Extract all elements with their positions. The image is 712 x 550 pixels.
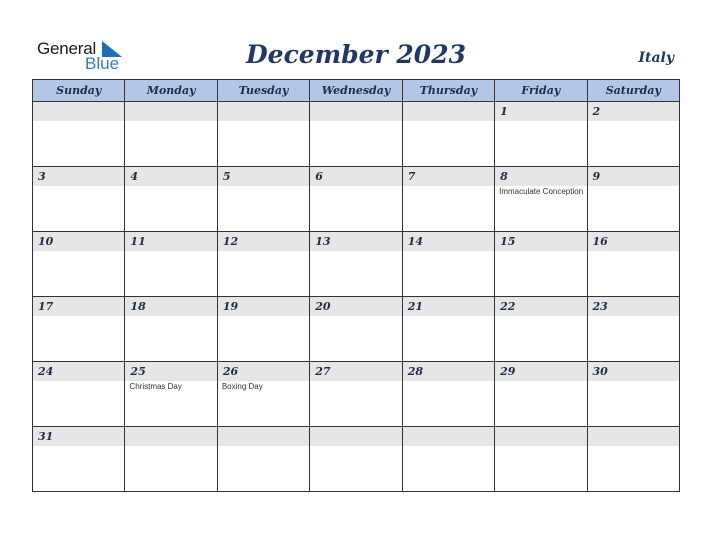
day-cell bbox=[587, 102, 679, 167]
holiday-label bbox=[588, 381, 679, 382]
day-cell bbox=[495, 167, 587, 232]
weekday-header-wednesday: Wednesday bbox=[310, 80, 402, 102]
day-number: 2 bbox=[588, 102, 679, 121]
holiday-label bbox=[588, 186, 679, 187]
day-number: 22 bbox=[495, 297, 586, 316]
day-cell bbox=[495, 362, 587, 427]
day-number: 15 bbox=[495, 232, 586, 251]
holiday-label bbox=[403, 186, 494, 187]
day-cell bbox=[587, 427, 679, 492]
holiday-label bbox=[33, 381, 124, 382]
week-row bbox=[33, 427, 680, 492]
day-cell bbox=[402, 362, 494, 427]
day-cell bbox=[310, 167, 402, 232]
day-number: 26 bbox=[218, 362, 309, 381]
day-number: 14 bbox=[403, 232, 494, 251]
day-number: 13 bbox=[310, 232, 401, 251]
week-row bbox=[33, 232, 680, 297]
day-cell bbox=[33, 167, 125, 232]
day-cell bbox=[587, 362, 679, 427]
weekday-header-friday: Friday bbox=[495, 80, 587, 102]
day-number: 10 bbox=[33, 232, 124, 251]
day-number: 27 bbox=[310, 362, 401, 381]
day-cell bbox=[125, 167, 217, 232]
day-cell bbox=[33, 427, 125, 492]
day-cell bbox=[310, 297, 402, 362]
day-number: 19 bbox=[218, 297, 309, 316]
day-number: 6 bbox=[310, 167, 401, 186]
day-cell bbox=[402, 232, 494, 297]
holiday-label bbox=[403, 251, 494, 252]
holiday-label: Immaculate Conception bbox=[499, 187, 584, 196]
day-number: 12 bbox=[218, 232, 309, 251]
day-cell bbox=[402, 297, 494, 362]
week-row bbox=[33, 167, 680, 232]
holiday-label bbox=[125, 316, 216, 317]
day-cell bbox=[495, 102, 587, 167]
holiday-label bbox=[310, 186, 401, 187]
day-cell bbox=[217, 427, 309, 492]
day-cell bbox=[310, 362, 402, 427]
holiday-label bbox=[403, 446, 494, 447]
holiday-label bbox=[218, 186, 309, 187]
day-cell bbox=[402, 427, 494, 492]
logo-text-blue: Blue bbox=[85, 54, 120, 73]
day-cell bbox=[125, 427, 217, 492]
holiday-label bbox=[588, 316, 679, 317]
day-cell bbox=[125, 362, 217, 427]
day-number bbox=[125, 102, 216, 121]
day-cell bbox=[495, 297, 587, 362]
day-cell bbox=[310, 427, 402, 492]
holiday-label bbox=[588, 251, 679, 252]
day-number: 8 bbox=[495, 167, 586, 186]
day-number: 29 bbox=[495, 362, 586, 381]
day-cell bbox=[495, 427, 587, 492]
day-number: 17 bbox=[33, 297, 124, 316]
day-number: 30 bbox=[588, 362, 679, 381]
day-number: 18 bbox=[125, 297, 216, 316]
day-cell bbox=[587, 297, 679, 362]
holiday-label bbox=[403, 121, 494, 122]
day-number: 28 bbox=[403, 362, 494, 381]
day-cell bbox=[217, 167, 309, 232]
week-row bbox=[33, 297, 680, 362]
weekday-header-saturday: Saturday bbox=[587, 80, 679, 102]
day-cell bbox=[217, 362, 309, 427]
day-number: 9 bbox=[588, 167, 679, 186]
holiday-label bbox=[310, 381, 401, 382]
day-cell bbox=[587, 167, 679, 232]
day-cell bbox=[125, 232, 217, 297]
day-number bbox=[310, 102, 401, 121]
day-number: 3 bbox=[33, 167, 124, 186]
holiday-label bbox=[125, 251, 216, 252]
holiday-label: Boxing Day bbox=[221, 382, 263, 391]
weekday-header-tuesday: Tuesday bbox=[217, 80, 309, 102]
weekday-header-sunday: Sunday bbox=[33, 80, 125, 102]
day-number: 24 bbox=[33, 362, 124, 381]
holiday-label bbox=[495, 316, 586, 317]
day-cell bbox=[495, 232, 587, 297]
day-cell bbox=[402, 102, 494, 167]
week-row bbox=[33, 362, 680, 427]
weekday-header-row bbox=[33, 80, 680, 102]
day-number bbox=[218, 427, 309, 446]
day-cell bbox=[33, 297, 125, 362]
day-cell bbox=[33, 102, 125, 167]
holiday-label bbox=[125, 446, 216, 447]
day-number bbox=[495, 427, 586, 446]
day-cell bbox=[217, 232, 309, 297]
holiday-label bbox=[33, 251, 124, 252]
day-number: 5 bbox=[218, 167, 309, 186]
holiday-label bbox=[310, 446, 401, 447]
day-cell bbox=[587, 232, 679, 297]
holiday-label bbox=[403, 316, 494, 317]
week-row bbox=[33, 102, 680, 167]
holiday-label bbox=[218, 316, 309, 317]
holiday-label bbox=[310, 316, 401, 317]
holiday-label bbox=[588, 121, 679, 122]
holiday-label: Christmas Day bbox=[129, 382, 182, 391]
day-number: 4 bbox=[125, 167, 216, 186]
day-number bbox=[310, 427, 401, 446]
logo-text-general: General bbox=[37, 39, 97, 58]
holiday-label bbox=[495, 251, 586, 252]
day-number bbox=[125, 427, 216, 446]
day-number: 11 bbox=[125, 232, 216, 251]
holiday-label bbox=[310, 121, 401, 122]
day-number: 21 bbox=[403, 297, 494, 316]
day-number bbox=[403, 427, 494, 446]
day-cell bbox=[310, 232, 402, 297]
day-cell bbox=[217, 297, 309, 362]
holiday-label bbox=[495, 446, 586, 447]
day-cell bbox=[33, 362, 125, 427]
day-cell bbox=[310, 102, 402, 167]
holiday-label bbox=[125, 186, 216, 187]
day-number bbox=[403, 102, 494, 121]
holiday-label bbox=[125, 121, 216, 122]
day-number: 20 bbox=[310, 297, 401, 316]
weekday-header-thursday: Thursday bbox=[402, 80, 494, 102]
holiday-label bbox=[218, 121, 309, 122]
day-number bbox=[218, 102, 309, 121]
holiday-label bbox=[33, 316, 124, 317]
day-cell bbox=[217, 102, 309, 167]
day-number: 1 bbox=[495, 102, 586, 121]
day-number: 31 bbox=[33, 427, 124, 446]
country-label: Italy bbox=[638, 50, 674, 66]
day-cell bbox=[402, 167, 494, 232]
holiday-label bbox=[33, 446, 124, 447]
holiday-label bbox=[218, 251, 309, 252]
day-number bbox=[588, 427, 679, 446]
holiday-label bbox=[495, 121, 586, 122]
holiday-label bbox=[33, 186, 124, 187]
holiday-label bbox=[33, 121, 124, 122]
day-number: 16 bbox=[588, 232, 679, 251]
page-title: December 2023 bbox=[245, 40, 466, 69]
day-cell bbox=[125, 297, 217, 362]
weekday-header-monday: Monday bbox=[125, 80, 217, 102]
holiday-label bbox=[310, 251, 401, 252]
calendar-grid bbox=[32, 79, 680, 492]
day-cell bbox=[125, 102, 217, 167]
day-number: 7 bbox=[403, 167, 494, 186]
day-cell bbox=[33, 232, 125, 297]
holiday-label bbox=[588, 446, 679, 447]
holiday-label bbox=[495, 381, 586, 382]
day-number: 25 bbox=[125, 362, 216, 381]
holiday-label bbox=[218, 446, 309, 447]
holiday-label bbox=[403, 381, 494, 382]
day-number bbox=[33, 102, 124, 121]
day-number: 23 bbox=[588, 297, 679, 316]
